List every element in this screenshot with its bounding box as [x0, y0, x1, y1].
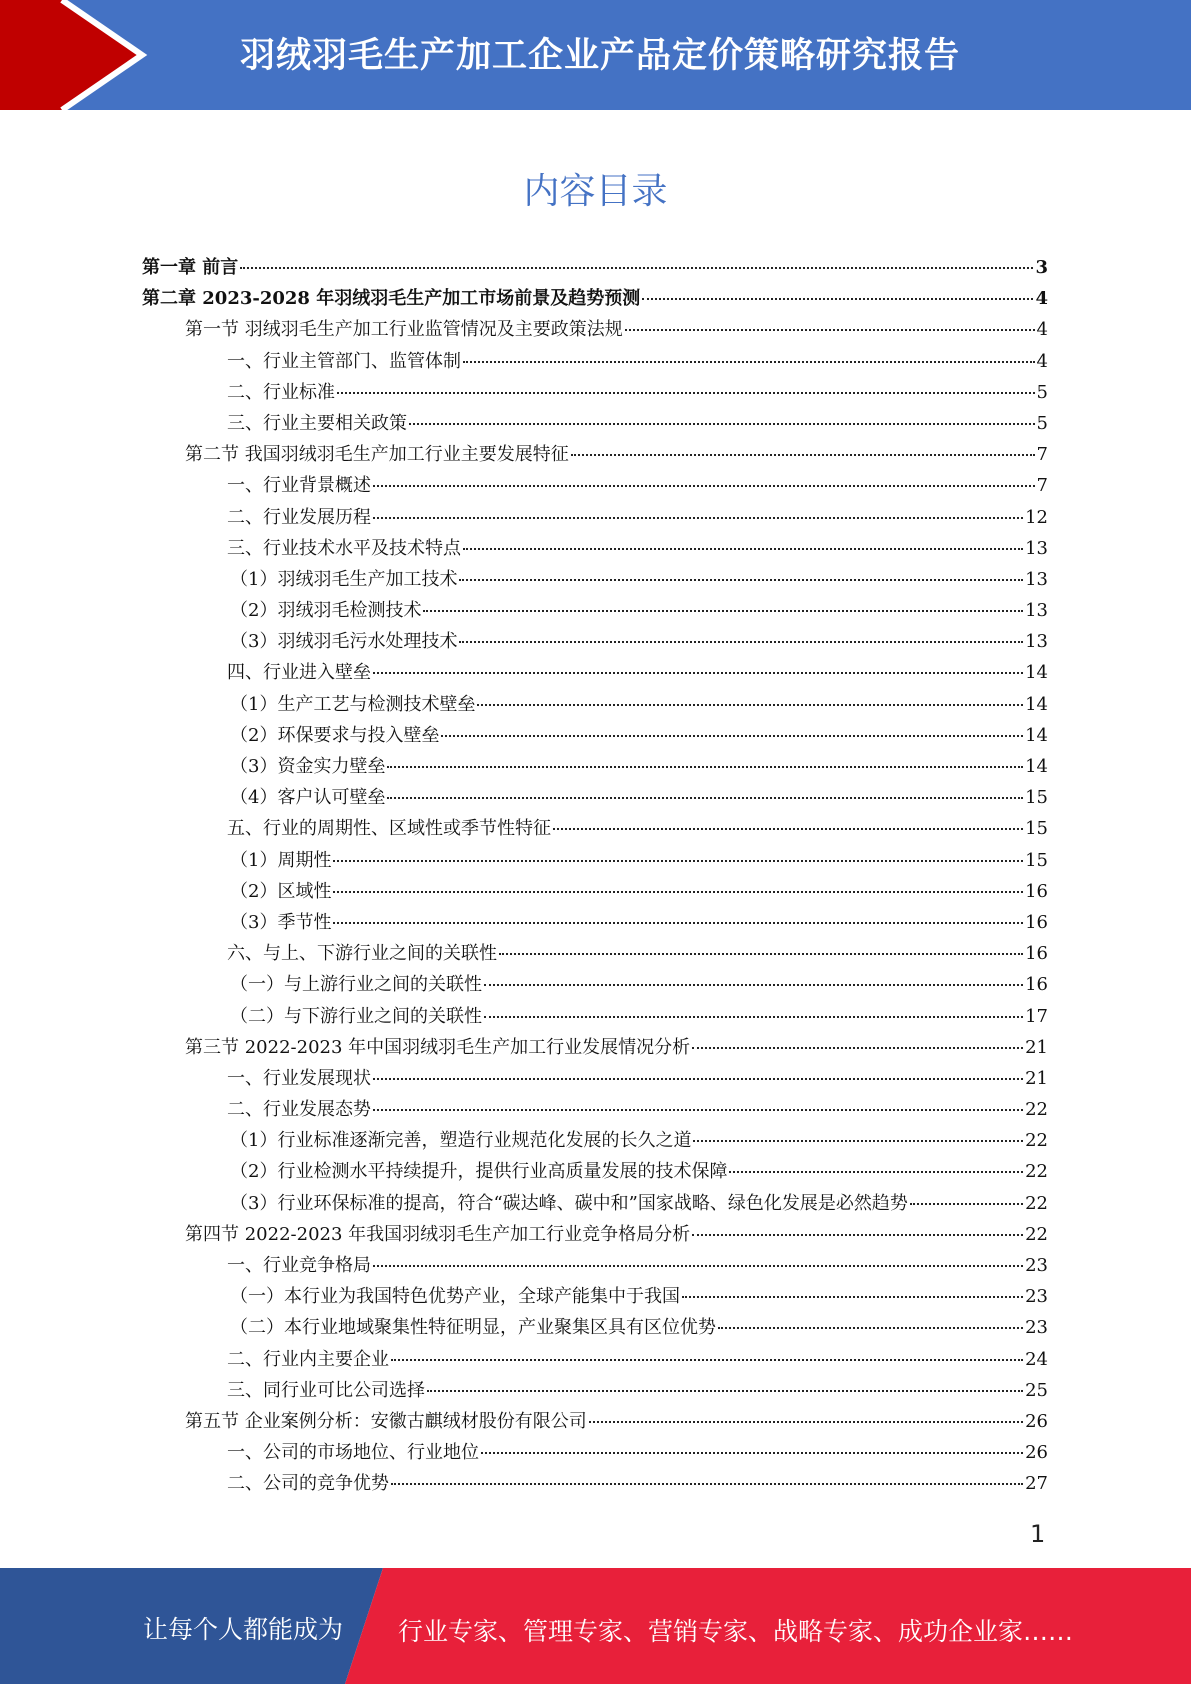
toc-entry-label: 第四节 2022-2023 年我国羽绒羽毛生产加工行业竞争格局分析 [185, 1223, 691, 1245]
toc-entry-label: 第二节 我国羽绒羽毛生产加工行业主要发展特征 [185, 444, 569, 466]
toc-entry-label: 一、行业背景概述 [227, 475, 371, 497]
toc-entry[interactable] [142, 1375, 1048, 1406]
toc-entry-label: （二）本行业地域聚集性特征明显，产业聚集区具有区位优势 [230, 1317, 716, 1339]
toc-entry-label: （二）与下游行业之间的关联性 [230, 1005, 482, 1027]
toc-entry[interactable] [142, 845, 1048, 876]
toc-entry[interactable] [142, 1094, 1048, 1125]
toc-entry-label: 第三节 2022-2023 年中国羽绒羽毛生产加工行业发展情况分析 [185, 1036, 691, 1058]
toc-dot-leader [463, 361, 1035, 363]
toc-entry-page: 5 [1036, 412, 1048, 434]
toc-entry[interactable] [142, 657, 1048, 688]
toc-entry[interactable] [142, 1344, 1048, 1375]
toc-entry-label: （3）羽绒羽毛污水处理技术 [230, 631, 458, 653]
toc-entry-page: 26 [1025, 1410, 1048, 1432]
toc-entry-page: 4 [1036, 350, 1048, 372]
toc-entry-label: （一）与上游行业之间的关联性 [230, 974, 482, 996]
toc-entry-label: 二、行业发展态势 [227, 1099, 371, 1121]
toc-entry[interactable] [142, 533, 1048, 564]
toc-entry-label: 二、公司的竞争优势 [227, 1473, 389, 1495]
toc-entry-label: 五、行业的周期性、区域性或季节性特征 [227, 818, 551, 840]
toc-entry-label: 第一节 羽绒羽毛生产加工行业监管情况及主要政策法规 [185, 319, 623, 341]
toc-dot-leader [692, 1234, 1023, 1236]
toc-entry[interactable] [142, 720, 1048, 751]
toc-dot-leader [910, 1203, 1023, 1205]
table-of-contents [142, 252, 1048, 1500]
toc-dot-leader [373, 1109, 1023, 1111]
page-header-banner [0, 0, 1191, 110]
toc-dot-leader [729, 1171, 1023, 1173]
toc-entry-page: 14 [1025, 662, 1048, 684]
toc-dot-leader [391, 1483, 1023, 1485]
toc-dot-leader [718, 1327, 1023, 1329]
toc-entry-page: 15 [1025, 818, 1048, 840]
toc-entry[interactable] [142, 626, 1048, 657]
toc-entry-label: 第一章 前言 [142, 257, 239, 278]
toc-dot-leader [589, 1421, 1023, 1423]
toc-entry-label: （3）季节性 [230, 911, 332, 933]
toc-entry-label: 一、行业竞争格局 [227, 1255, 371, 1276]
toc-entry[interactable] [142, 938, 1048, 969]
toc-entry-page: 25 [1025, 1379, 1048, 1401]
toc-heading: 内容目录 [523, 171, 668, 212]
toc-entry-label: 第二章 2023-2028 年羽绒羽毛生产加工市场前景及趋势预测 [142, 288, 641, 310]
toc-entry-page: 21 [1025, 1036, 1048, 1058]
toc-entry[interactable] [142, 751, 1048, 782]
toc-entry-label: 第五节 企业案例分析：安徽古麒绒材股份有限公司 [185, 1410, 587, 1432]
toc-entry-page: 16 [1025, 911, 1048, 933]
toc-entry[interactable] [142, 1125, 1048, 1156]
toc-entry-page: 5 [1036, 381, 1048, 403]
toc-entry-page: 16 [1025, 943, 1048, 965]
toc-entry[interactable] [142, 1219, 1048, 1250]
toc-entry-page: 22 [1025, 1099, 1048, 1121]
toc-entry[interactable] [142, 907, 1048, 938]
toc-entry-page: 3 [1035, 257, 1048, 278]
toc-entry[interactable] [142, 595, 1048, 626]
toc-entry[interactable] [142, 439, 1048, 470]
toc-entry[interactable] [142, 470, 1048, 501]
toc-entry[interactable] [142, 689, 1048, 720]
page-number: 1 [1030, 1520, 1046, 1548]
toc-entry-label: 一、行业主管部门、监管体制 [227, 350, 461, 372]
toc-entry-page: 23 [1025, 1317, 1048, 1339]
toc-entry-label: 三、行业主要相关政策 [227, 412, 407, 434]
toc-dot-leader [387, 797, 1023, 799]
toc-entry[interactable] [142, 1032, 1048, 1063]
toc-entry[interactable] [142, 377, 1048, 408]
toc-entry-label: （2）区域性 [230, 880, 332, 902]
toc-entry-page: 22 [1025, 1130, 1048, 1152]
toc-entry-label: （1）周期性 [230, 849, 332, 871]
toc-entry-page: 27 [1025, 1473, 1048, 1495]
toc-dot-leader [692, 1047, 1023, 1049]
toc-entry-label: （1）生产工艺与检测技术壁垒 [230, 693, 476, 715]
toc-dot-leader [441, 735, 1023, 737]
toc-entry-label: （2）行业检测水平持续提升，提供行业高质量发展的技术保障 [230, 1161, 728, 1183]
report-title: 羽绒羽毛生产加工企业产品定价策略研究报告 [240, 36, 961, 76]
toc-entry-page: 22 [1025, 1192, 1048, 1214]
toc-entry-page: 24 [1025, 1348, 1048, 1370]
toc-entry-label: 二、行业内主要企业 [227, 1348, 389, 1370]
toc-dot-leader [423, 610, 1023, 612]
toc-entry-page: 13 [1025, 537, 1048, 559]
toc-dot-leader [409, 423, 1035, 425]
toc-entry-page: 14 [1025, 756, 1048, 777]
toc-entry-page: 23 [1025, 1286, 1048, 1308]
toc-entry[interactable] [142, 782, 1048, 813]
toc-entry-page: 4 [1036, 319, 1048, 341]
toc-entry[interactable] [142, 252, 1048, 283]
toc-entry[interactable] [142, 1312, 1048, 1343]
toc-entry-page: 22 [1025, 1223, 1048, 1245]
toc-dot-leader [571, 454, 1035, 456]
toc-dot-leader [373, 1265, 1023, 1267]
toc-entry-page: 4 [1035, 288, 1048, 310]
toc-dot-leader [459, 579, 1023, 581]
header-red-arrow [0, 0, 138, 110]
toc-entry[interactable] [142, 813, 1048, 844]
toc-entry-label: 三、同行业可比公司选择 [227, 1379, 425, 1401]
toc-entry-page: 14 [1025, 693, 1048, 715]
toc-dot-leader [459, 641, 1023, 643]
toc-dot-leader [625, 329, 1035, 331]
toc-entry-page: 13 [1025, 631, 1048, 653]
toc-entry-page: 17 [1025, 1005, 1048, 1027]
toc-dot-leader [240, 267, 1033, 269]
toc-dot-leader [499, 953, 1023, 955]
toc-dot-leader [484, 1016, 1023, 1018]
toc-entry-page: 14 [1025, 724, 1048, 746]
toc-entry[interactable] [142, 1406, 1048, 1437]
toc-entry[interactable] [142, 1188, 1048, 1219]
toc-entry[interactable] [142, 346, 1048, 377]
footer-slogan-right: 行业专家、管理专家、营销专家、战略专家、成功企业家…… [398, 1617, 1074, 1646]
toc-dot-leader [391, 1359, 1023, 1361]
page-footer-banner [0, 1568, 1191, 1684]
toc-entry[interactable] [142, 1281, 1048, 1312]
toc-entry-label: （2）环保要求与投入壁垒 [230, 724, 440, 746]
toc-entry-label: 四、行业进入壁垒 [227, 662, 371, 684]
toc-entry-page: 7 [1036, 475, 1048, 497]
toc-entry-label: （1）羽绒羽毛生产加工技术 [230, 568, 458, 590]
toc-dot-leader [373, 672, 1023, 674]
toc-entry[interactable] [142, 283, 1048, 314]
toc-entry[interactable] [142, 1001, 1048, 1032]
toc-dot-leader [333, 860, 1023, 862]
toc-entry-page: 16 [1025, 974, 1048, 996]
toc-dot-leader [333, 922, 1023, 924]
toc-entry[interactable] [142, 408, 1048, 439]
toc-entry-page: 15 [1025, 849, 1048, 871]
toc-dot-leader [337, 392, 1035, 394]
toc-entry-page: 26 [1025, 1442, 1048, 1464]
toc-entry[interactable] [142, 1250, 1048, 1281]
toc-entry-page: 15 [1025, 787, 1048, 809]
toc-dot-leader [463, 548, 1023, 550]
toc-entry-label: （3）行业环保标准的提高，符合“碳达峰、碳中和”国家战略、绿色化发展是必然趋势 [230, 1192, 908, 1214]
toc-entry[interactable] [142, 314, 1048, 345]
toc-dot-leader [477, 704, 1023, 706]
toc-dot-leader [333, 891, 1023, 893]
toc-entry-label: 二、行业发展历程 [227, 506, 371, 528]
toc-dot-leader [484, 984, 1023, 986]
toc-entry-page: 23 [1025, 1255, 1048, 1276]
toc-entry[interactable] [142, 1156, 1048, 1187]
toc-entry-label: （一）本行业为我国特色优势产业，全球产能集中于我国 [230, 1286, 680, 1308]
toc-entry-label: （4）客户认可壁垒 [230, 787, 386, 809]
toc-entry-page: 12 [1025, 506, 1048, 528]
toc-dot-leader [642, 298, 1033, 300]
toc-dot-leader [682, 1296, 1023, 1298]
toc-entry[interactable] [142, 969, 1048, 1000]
toc-entry-label: （2）羽绒羽毛检测技术 [230, 600, 422, 622]
toc-entry[interactable] [142, 1063, 1048, 1094]
toc-dot-leader [373, 485, 1035, 487]
toc-entry-page: 21 [1025, 1067, 1048, 1089]
toc-entry-page: 22 [1025, 1161, 1048, 1183]
toc-dot-leader [481, 1452, 1023, 1454]
toc-dot-leader [373, 1078, 1023, 1080]
toc-entry[interactable] [142, 876, 1048, 907]
toc-entry-page: 7 [1036, 444, 1048, 466]
toc-entry[interactable] [142, 502, 1048, 533]
toc-entry[interactable] [142, 1437, 1048, 1468]
toc-dot-leader [373, 517, 1023, 519]
toc-entry-label: （1）行业标准逐渐完善，塑造行业规范化发展的长久之道 [230, 1130, 692, 1152]
toc-entry-page: 13 [1025, 600, 1048, 622]
toc-dot-leader [387, 766, 1023, 768]
footer-slogan-left: 让每个人都能成为 [143, 1615, 344, 1644]
toc-entry-label: 六、与上、下游行业之间的关联性 [227, 943, 497, 965]
toc-dot-leader [553, 828, 1023, 830]
toc-entry[interactable] [142, 564, 1048, 595]
toc-entry[interactable] [142, 1468, 1048, 1499]
toc-entry-label: 二、行业标准 [227, 381, 335, 403]
toc-dot-leader [693, 1140, 1023, 1142]
toc-entry-page: 16 [1025, 880, 1048, 902]
toc-dot-leader [427, 1390, 1023, 1392]
toc-entry-label: 一、公司的市场地位、行业地位 [227, 1442, 479, 1464]
toc-entry-label: 一、行业发展现状 [227, 1067, 371, 1089]
toc-entry-page: 13 [1025, 568, 1048, 590]
toc-entry-label: 三、行业技术水平及技术特点 [227, 537, 461, 559]
toc-entry-label: （3）资金实力壁垒 [230, 756, 386, 777]
